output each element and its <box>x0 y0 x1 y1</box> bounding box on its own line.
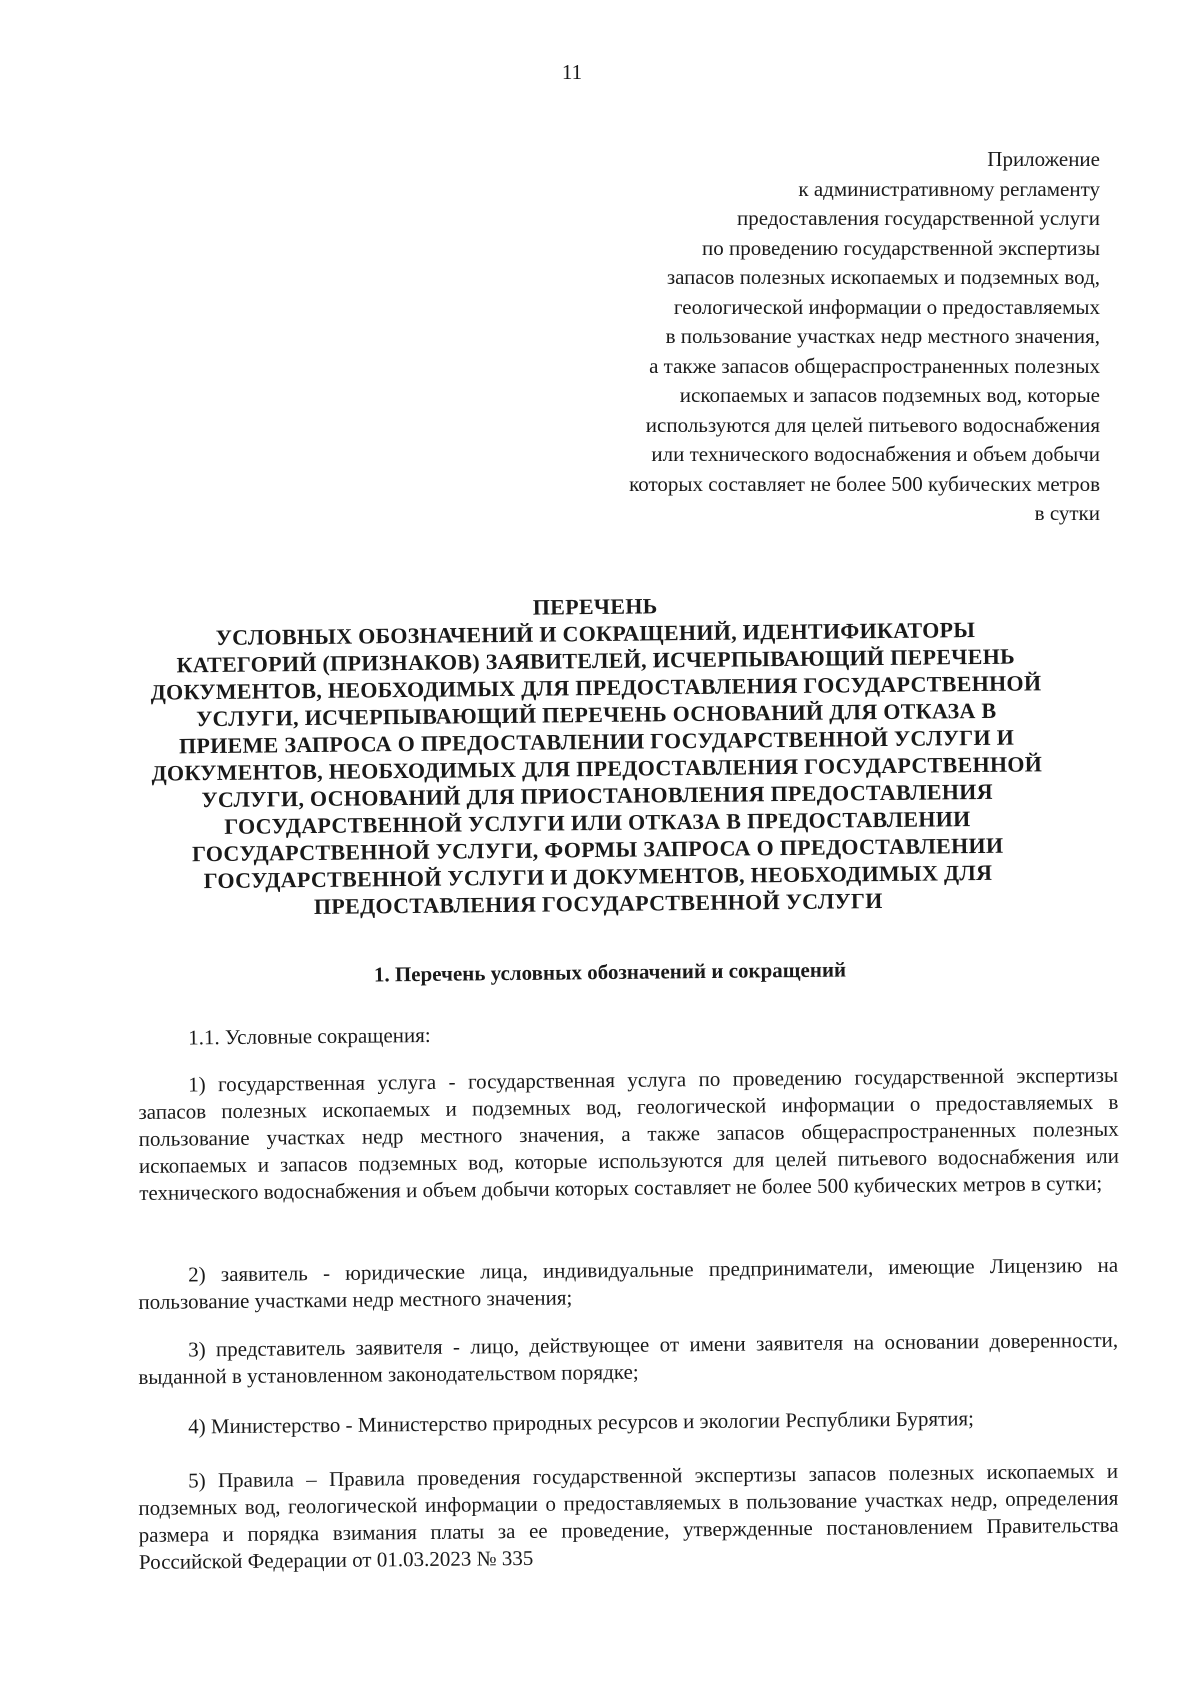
list-item <box>138 1252 1119 1316</box>
list-item-text: 4) Министерство - Министерство природных ресурсов и экологии Республики Бурятия; <box>188 1406 975 1439</box>
appendix-line: которых составляет не более 500 кубических метров <box>629 471 1100 496</box>
list-item <box>138 1404 1118 1441</box>
page-number: 11 <box>561 60 583 84</box>
title-line: ГОСУДАРСТВЕННОЙ УСЛУГИ, ФОРМЫ ЗАПРОСА О ПРЕДОСТАВЛЕНИИ <box>191 832 1004 867</box>
appendix-line: предоставления государственной услуги <box>737 206 1100 230</box>
title-line: ПРЕДОСТАВЛЕНИЯ ГОСУДАРСТВЕННОЙ УСЛУГИ <box>313 888 883 919</box>
appendix-header <box>540 145 1100 529</box>
appendix-line: к административному регламенту <box>798 176 1100 201</box>
list-item <box>138 1458 1119 1576</box>
section-heading: 1. Перечень условных обозначений и сокращений <box>373 957 847 987</box>
list-item-text: 5) Правила – Правила проведения государственной экспертизы запасов полезных ископаемых и подземных вод, геологической информации о предоставляемых в пользование участках недр, определения размера и порядка взимания платы за ее проведение, утвержденные постановлением Правительства Российской Федерации от 01.03.2023 № 335 <box>138 1458 1119 1574</box>
appendix-line: в пользование участках недр местного значения, <box>665 324 1100 348</box>
appendix-line: Приложение <box>987 147 1100 171</box>
title-line: ПРИЕМЕ ЗАПРОСА О ПРЕДОСТАВЛЕНИИ ГОСУДАРСТВЕННОЙ УСЛУГИ И <box>178 724 1015 759</box>
title-line: ГОСУДАРСТВЕННОЙ УСЛУГИ ИЛИ ОТКАЗА В ПРЕДОСТАВЛЕНИИ <box>224 806 971 839</box>
subsection-heading-text: 1.1. Условные сокращения: <box>188 1022 431 1050</box>
title-line: ДОКУМЕНТОВ, НЕОБХОДИМЫХ ДЛЯ ПРЕДОСТАВЛЕНИЯ ГОСУДАРСТВЕННОЙ <box>151 751 1043 786</box>
appendix-line: запасов полезных ископаемых и подземных вод, <box>666 265 1100 289</box>
title-line: УСЛУГИ, ИСЧЕРПЫВАЮЩИЙ ПЕРЕЧЕНЬ ОСНОВАНИЙ ДЛЯ ОТКАЗА В <box>195 697 997 732</box>
title-line: ПЕРЕЧЕНЬ <box>532 593 658 620</box>
title-line: УСЛОВНЫХ ОБОЗНАЧЕНИЙ И СОКРАЩЕНИЙ, ИДЕНТИФИКАТОРЫ <box>215 617 976 650</box>
appendix-line: в сутки <box>1034 501 1100 525</box>
list-item-text: 1) государственная услуга - государственная услуга по проведению государственной экспертизы запасов полезных ископаемых и подземных вод, геологической информации о предоставляемых в пользование участках недр местного значения, а также запасов общераспространенных полезных ископаемых и запасов подземных вод, которые используются для целей питьевого водоснабжения или технического водоснабжения и объем добычи которых составляет не более 500 кубических метров в сутки; <box>138 1062 1120 1205</box>
list-item-text: 3) представитель заявителя - лицо, действующее от имени заявителя на основании доверенности, выданной в установленном законодательством порядке; <box>138 1327 1119 1389</box>
title-line: УСЛУГИ, ОСНОВАНИЙ ДЛЯ ПРИОСТАНОВЛЕНИЯ ПРЕДОСТАВЛЕНИЯ <box>201 778 993 813</box>
list-item <box>138 1062 1119 1207</box>
document-title <box>120 588 1073 922</box>
appendix-line: ископаемых и запасов подземных вод, которые <box>679 383 1100 407</box>
appendix-line: или технического водоснабжения и объем добычи <box>651 442 1100 466</box>
subsection-heading <box>138 1015 1118 1052</box>
title-line: ДОКУМЕНТОВ, НЕОБХОДИМЫХ ДЛЯ ПРЕДОСТАВЛЕНИЯ ГОСУДАРСТВЕННОЙ <box>150 670 1042 705</box>
appendix-line: а также запасов общераспространенных полезных <box>649 353 1100 378</box>
appendix-line: используются для целей питьевого водоснабжения <box>645 412 1100 437</box>
appendix-line: по проведению государственной экспертизы <box>701 235 1100 260</box>
list-item-text: 2) заявитель - юридические лица, индивидуальные предприниматели, имеющие Лицензию на пользование участками недр местного значения; <box>138 1252 1119 1314</box>
title-line: КАТЕГОРИЙ (ПРИЗНАКОВ) ЗАЯВИТЕЛЕЙ, ИСЧЕРПЫВАЮЩИЙ ПЕРЕЧЕНЬ <box>176 643 1016 678</box>
title-line: ГОСУДАРСТВЕННОЙ УСЛУГИ И ДОКУМЕНТОВ, НЕОБХОДИМЫХ ДЛЯ <box>203 859 993 894</box>
list-item <box>138 1327 1119 1391</box>
appendix-line: геологической информации о предоставляемых <box>673 294 1100 319</box>
